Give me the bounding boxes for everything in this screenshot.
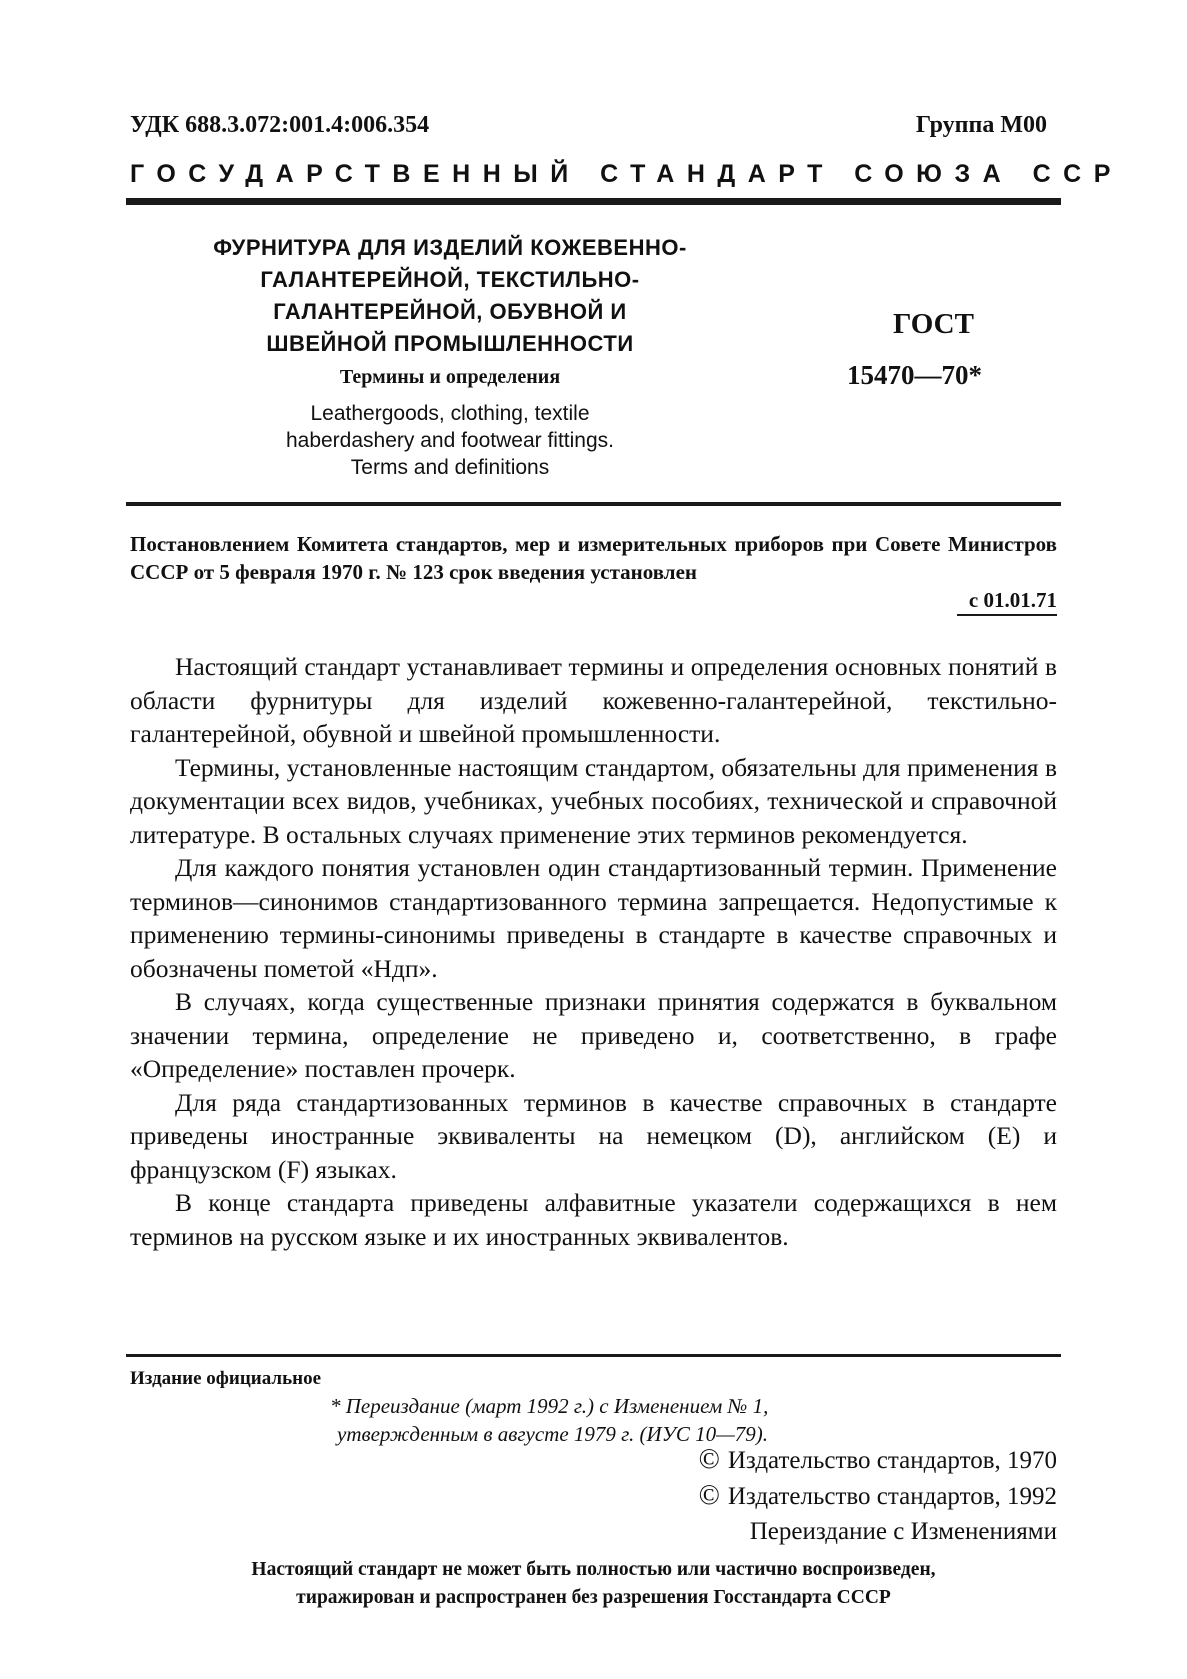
body-paragraph: Для ряда стандартизованных терминов в качестве справочных в стандарте приведены иностранные эквиваленты на немецком (D), английском (E) и французском (F) языках.: [130, 1087, 1057, 1184]
title-line: ГАЛАНТЕРЕЙНОЙ, ОБУВНОЙ И: [273, 299, 627, 324]
title-line: ФУРНИТУРА ДЛЯ ИЗДЕЛИЙ КОЖЕВЕННО-: [213, 235, 687, 260]
reproduction-notice: [130, 1556, 1057, 1612]
group-code: Группа М00: [915, 112, 1047, 138]
reprint-note: Переиздание с Изменениями: [749, 1518, 1057, 1545]
copyright-text: Издательство стандартов, 1970: [727, 1447, 1057, 1474]
subtitle-english-line: Leathergoods, clothing, textile: [310, 402, 590, 425]
body-paragraph: В конце стандарта приведены алфавитные указатели содержащихся в нем терминов на русском языке и их иностранных эквивалентов.: [130, 1188, 1057, 1251]
state-standard-heading: ГОСУДАРСТВЕННЫЙ СТАНДАРТ СОЮЗА ССР: [130, 160, 1123, 188]
body-text: [130, 650, 1057, 1253]
reissue-line: утвержденным в августе 1979 г. (ИУС 10—79).: [337, 1422, 769, 1446]
gost-number: 15470—70*: [847, 360, 982, 390]
notice-line: Настоящий стандарт не может быть полностью или частично воспроизведен,: [251, 1559, 936, 1580]
body-paragraph: Термины, установленные настоящим стандартом, обязательны для применения в документации всех видов, учебниках, учебных пособиях, технической и справочной литературе. В остальных случаях применение этих терминов рекомендуется.: [130, 752, 1057, 849]
udc-code: УДК 688.3.072:001.4:006.354: [130, 112, 430, 138]
copyright-icon: ©: [698, 1444, 720, 1475]
title-line: ГАЛАНТЕРЕЙНОЙ, ТЕКСТИЛЬНО-: [260, 267, 640, 292]
copyright-icon: ©: [698, 1480, 720, 1511]
gost-label: ГОСТ: [893, 308, 974, 340]
title-rule: [126, 502, 1061, 506]
copyright-1970: [699, 1444, 1057, 1476]
subtitle-english: [170, 400, 730, 481]
subtitle-russian: Термины и определения: [339, 366, 561, 388]
decree-date: с 01.01.71: [968, 588, 1057, 612]
copyright-1992: [699, 1480, 1057, 1512]
header-rule: [126, 198, 1061, 205]
subtitle-english-line: Terms and definitions: [350, 456, 550, 479]
reissue-note: [330, 1392, 950, 1448]
subtitle-english-line: haberdashery and footwear fittings.: [285, 429, 615, 452]
notice-line: тиражирован и распространен без разрешения Госстандарта СССР: [296, 1587, 891, 1608]
title-line: ШВЕЙНОЙ ПРОМЫШЛЕННОСТИ: [266, 331, 634, 356]
reissue-line: * Переиздание (март 1992 г.) с Изменением № 1,: [330, 1394, 769, 1418]
copyright-text: Издательство стандартов, 1992: [727, 1483, 1057, 1510]
footer-rule: [126, 1354, 1061, 1357]
body-paragraph: Настоящий стандарт устанавливает термины и определения основных понятий в области фурнитуры для изделий кожевенно-галантерейной, текстильно-галантерейной, обувной и швейной промышленности.: [130, 652, 1057, 748]
decree-date-underline: [957, 614, 1057, 616]
decree-text: Постановлением Комитета стандартов, мер и измерительных приборов при Совете Министров СССР от 5 февраля 1970 г. № 123 срок введения установлен: [130, 532, 1057, 584]
official-edition-label: Издание официальное: [130, 1368, 322, 1389]
body-paragraph: Для каждого понятия установлен один стандартизованный термин. Применение терминов—синонимов стандартизованного термина запрещается. Недопустимые к применению термины-синонимы приведены в стандарте в качестве справочных и обозначены пометой «Ндп».: [130, 853, 1057, 983]
document-title: [170, 232, 730, 360]
body-paragraph: В случаях, когда существенные признаки принятия содержатся в буквальном значении термина, определение не приведено и, соответственно, в графе «Определение» поставлен прочерк.: [130, 987, 1057, 1083]
